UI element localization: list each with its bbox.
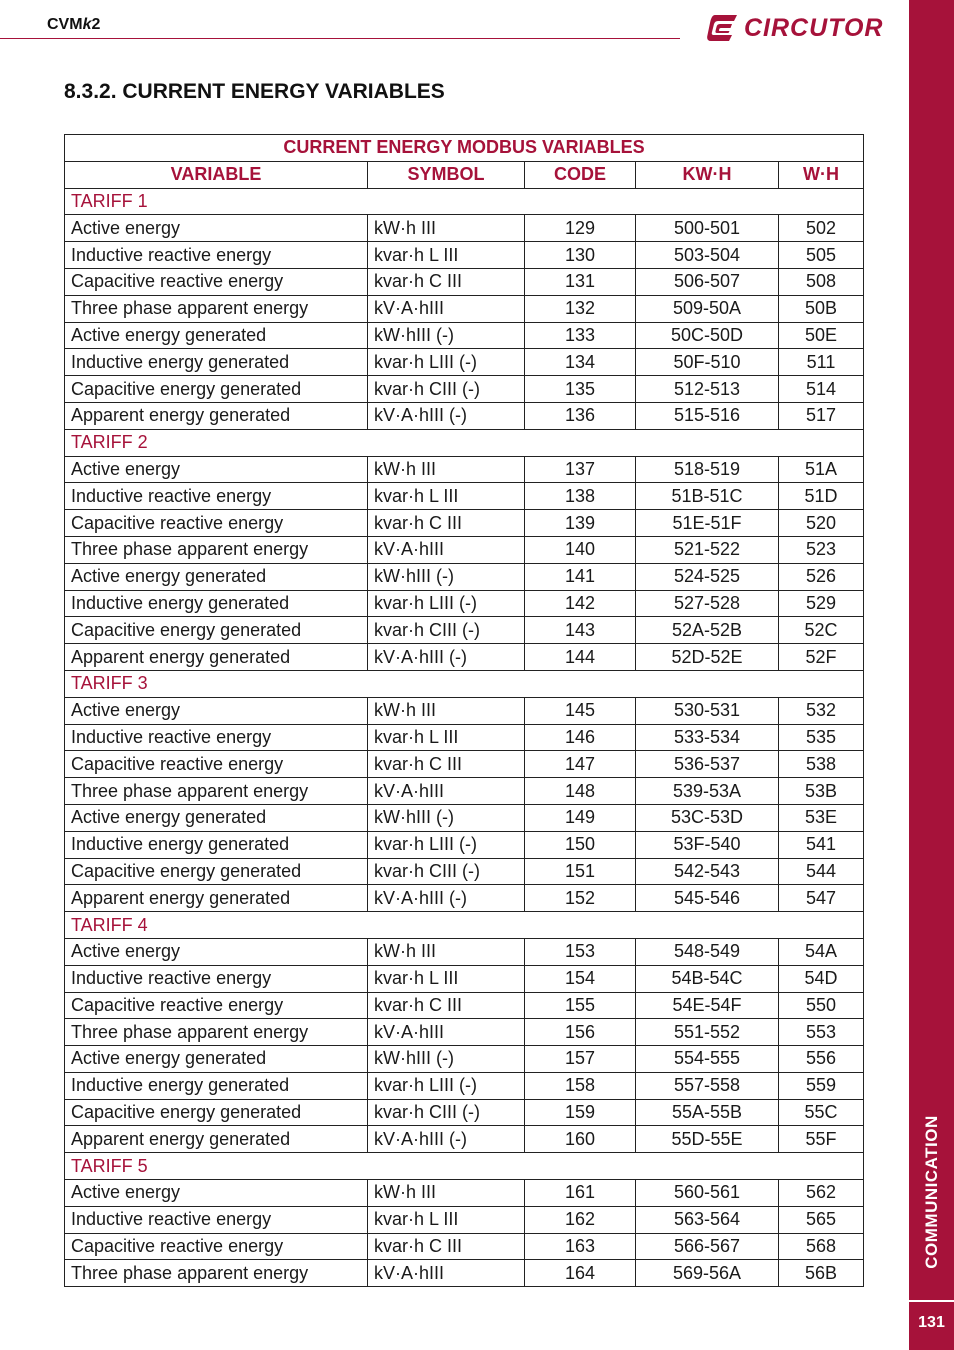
cell-kwh: 563-564	[636, 1206, 779, 1233]
table-row	[65, 295, 864, 322]
cell-wh: 562	[779, 1180, 864, 1207]
table-row	[65, 1099, 864, 1126]
cell-wh: 535	[779, 724, 864, 751]
cell-kwh: 52D-52E	[636, 644, 779, 671]
document-model-name	[47, 16, 100, 34]
cell-code: 134	[525, 349, 636, 376]
cell-kwh: 545-546	[636, 885, 779, 912]
tariff-header-row	[65, 429, 864, 456]
table-body	[65, 188, 864, 1287]
cell-variable: Inductive reactive energy	[65, 724, 368, 751]
cell-symbol: kW·hIII (-)	[368, 1046, 525, 1073]
table-row	[65, 992, 864, 1019]
cell-code: 163	[525, 1233, 636, 1260]
cell-code: 141	[525, 563, 636, 590]
cell-code: 164	[525, 1260, 636, 1287]
table-row	[65, 724, 864, 751]
cell-wh: 502	[779, 215, 864, 242]
table-row	[65, 644, 864, 671]
cell-wh: 54A	[779, 938, 864, 965]
tariff-header-row	[65, 912, 864, 939]
cell-wh: 526	[779, 563, 864, 590]
cell-code: 157	[525, 1046, 636, 1073]
cell-kwh: 506-507	[636, 268, 779, 295]
cell-wh: 529	[779, 590, 864, 617]
cell-symbol: kvar·h L III	[368, 242, 525, 269]
cell-variable: Capacitive energy generated	[65, 858, 368, 885]
cell-kwh: 524-525	[636, 563, 779, 590]
cell-code: 150	[525, 831, 636, 858]
cell-kwh: 500-501	[636, 215, 779, 242]
cell-wh: 508	[779, 268, 864, 295]
table-row	[65, 938, 864, 965]
table-row	[65, 617, 864, 644]
cell-symbol: kvar·h L III	[368, 724, 525, 751]
tariff-label: TARIFF 3	[65, 670, 864, 697]
table-row	[65, 1072, 864, 1099]
cell-variable: Apparent energy generated	[65, 644, 368, 671]
tariff-label: TARIFF 1	[65, 188, 864, 215]
circutor-logo-icon	[707, 11, 741, 45]
table-row	[65, 1126, 864, 1153]
cell-code: 156	[525, 1019, 636, 1046]
cell-symbol: kvar·h CIII (-)	[368, 1099, 525, 1126]
cell-kwh: 50C-50D	[636, 322, 779, 349]
cell-variable: Active energy	[65, 1180, 368, 1207]
table-row	[65, 751, 864, 778]
tariff-header-row	[65, 188, 864, 215]
cell-wh: 568	[779, 1233, 864, 1260]
cell-symbol: kvar·h CIII (-)	[368, 617, 525, 644]
cell-symbol: kW·h III	[368, 697, 525, 724]
cell-wh: 505	[779, 242, 864, 269]
cell-wh: 52C	[779, 617, 864, 644]
cell-symbol: kW·h III	[368, 456, 525, 483]
table-row	[65, 1233, 864, 1260]
cell-code: 146	[525, 724, 636, 751]
column-header-kwh: KW·H	[636, 161, 779, 188]
cell-kwh: 530-531	[636, 697, 779, 724]
cell-code: 139	[525, 510, 636, 537]
cell-code: 151	[525, 858, 636, 885]
cell-variable: Active energy generated	[65, 1046, 368, 1073]
cell-kwh: 50F-510	[636, 349, 779, 376]
table-row	[65, 804, 864, 831]
cell-variable: Three phase apparent energy	[65, 295, 368, 322]
cell-kwh: 515-516	[636, 402, 779, 429]
cell-code: 149	[525, 804, 636, 831]
cell-wh: 53E	[779, 804, 864, 831]
cell-variable: Three phase apparent energy	[65, 536, 368, 563]
cell-variable: Capacitive reactive energy	[65, 992, 368, 1019]
cell-wh: 51D	[779, 483, 864, 510]
cell-symbol: kvar·h C III	[368, 268, 525, 295]
cell-kwh: 51E-51F	[636, 510, 779, 537]
cell-code: 147	[525, 751, 636, 778]
cell-symbol: kvar·h L III	[368, 483, 525, 510]
cell-wh: 53B	[779, 778, 864, 805]
cell-code: 132	[525, 295, 636, 322]
cell-symbol: kvar·h LIII (-)	[368, 590, 525, 617]
cell-symbol: kW·hIII (-)	[368, 322, 525, 349]
cell-kwh: 527-528	[636, 590, 779, 617]
column-header-code: CODE	[525, 161, 636, 188]
cell-variable: Inductive reactive energy	[65, 483, 368, 510]
cell-variable: Capacitive reactive energy	[65, 751, 368, 778]
cell-symbol: kV·A·hIII	[368, 1260, 525, 1287]
cell-kwh: 51B-51C	[636, 483, 779, 510]
cell-wh: 532	[779, 697, 864, 724]
page-number: 131	[909, 1300, 954, 1332]
table-row	[65, 1019, 864, 1046]
cell-code: 137	[525, 456, 636, 483]
cell-symbol: kV·A·hIII	[368, 536, 525, 563]
cell-code: 133	[525, 322, 636, 349]
cell-wh: 517	[779, 402, 864, 429]
cell-kwh: 533-534	[636, 724, 779, 751]
cell-symbol: kvar·h CIII (-)	[368, 858, 525, 885]
cell-wh: 553	[779, 1019, 864, 1046]
cell-wh: 52F	[779, 644, 864, 671]
cell-kwh: 548-549	[636, 938, 779, 965]
table-row	[65, 1206, 864, 1233]
cell-variable: Inductive energy generated	[65, 590, 368, 617]
cell-kwh: 551-552	[636, 1019, 779, 1046]
cell-symbol: kV·A·hIII	[368, 1019, 525, 1046]
cell-wh: 565	[779, 1206, 864, 1233]
cell-wh: 544	[779, 858, 864, 885]
column-header-symbol: SYMBOL	[368, 161, 525, 188]
cell-kwh: 554-555	[636, 1046, 779, 1073]
chapter-label: COMMUNICATION	[921, 1115, 941, 1269]
cell-code: 136	[525, 402, 636, 429]
cell-kwh: 509-50A	[636, 295, 779, 322]
cell-variable: Inductive reactive energy	[65, 242, 368, 269]
table-row	[65, 349, 864, 376]
cell-variable: Capacitive reactive energy	[65, 268, 368, 295]
cell-kwh: 52A-52B	[636, 617, 779, 644]
cell-kwh: 539-53A	[636, 778, 779, 805]
cell-variable: Three phase apparent energy	[65, 778, 368, 805]
cell-variable: Inductive energy generated	[65, 349, 368, 376]
cell-wh: 56B	[779, 1260, 864, 1287]
brand-logo	[707, 10, 887, 46]
cell-symbol: kW·h III	[368, 215, 525, 242]
cell-wh: 55F	[779, 1126, 864, 1153]
table-header-row	[65, 161, 864, 188]
cell-kwh: 557-558	[636, 1072, 779, 1099]
table-row	[65, 215, 864, 242]
tariff-header-row	[65, 1153, 864, 1180]
cell-code: 155	[525, 992, 636, 1019]
cell-wh: 556	[779, 1046, 864, 1073]
cell-variable: Active energy generated	[65, 322, 368, 349]
cell-variable: Apparent energy generated	[65, 885, 368, 912]
table-row	[65, 1180, 864, 1207]
cell-kwh: 55D-55E	[636, 1126, 779, 1153]
cell-kwh: 53C-53D	[636, 804, 779, 831]
cell-kwh: 512-513	[636, 376, 779, 403]
cell-variable: Capacitive energy generated	[65, 617, 368, 644]
cell-wh: 51A	[779, 456, 864, 483]
cell-variable: Three phase apparent energy	[65, 1260, 368, 1287]
cell-kwh: 521-522	[636, 536, 779, 563]
cell-kwh: 536-537	[636, 751, 779, 778]
cell-wh: 541	[779, 831, 864, 858]
cell-code: 162	[525, 1206, 636, 1233]
cell-variable: Apparent energy generated	[65, 402, 368, 429]
cell-wh: 511	[779, 349, 864, 376]
cell-kwh: 518-519	[636, 456, 779, 483]
cell-symbol: kW·hIII (-)	[368, 804, 525, 831]
table-row	[65, 1260, 864, 1287]
table-title-row	[65, 135, 864, 162]
cell-kwh: 55A-55B	[636, 1099, 779, 1126]
cell-variable: Active energy	[65, 215, 368, 242]
cell-symbol: kV·A·hIII (-)	[368, 1126, 525, 1153]
cell-symbol: kvar·h C III	[368, 751, 525, 778]
cell-wh: 55C	[779, 1099, 864, 1126]
cell-code: 153	[525, 938, 636, 965]
cell-symbol: kvar·h C III	[368, 510, 525, 537]
table-row	[65, 268, 864, 295]
cell-code: 131	[525, 268, 636, 295]
cell-variable: Capacitive energy generated	[65, 376, 368, 403]
tariff-label: TARIFF 5	[65, 1153, 864, 1180]
cell-symbol: kW·h III	[368, 938, 525, 965]
model-suffix: 2	[91, 16, 101, 33]
cell-variable: Apparent energy generated	[65, 1126, 368, 1153]
table-row	[65, 242, 864, 269]
cell-kwh: 503-504	[636, 242, 779, 269]
table-row	[65, 456, 864, 483]
table-row	[65, 536, 864, 563]
cell-symbol: kV·A·hIII (-)	[368, 644, 525, 671]
tariff-header-row	[65, 670, 864, 697]
header-rule	[0, 38, 680, 39]
cell-wh: 559	[779, 1072, 864, 1099]
table-row	[65, 376, 864, 403]
table-row	[65, 885, 864, 912]
tariff-label: TARIFF 2	[65, 429, 864, 456]
table-row	[65, 402, 864, 429]
cell-code: 135	[525, 376, 636, 403]
table-row	[65, 697, 864, 724]
cell-variable: Active energy	[65, 456, 368, 483]
cell-variable: Inductive reactive energy	[65, 965, 368, 992]
cell-symbol: kV·A·hIII (-)	[368, 402, 525, 429]
cell-wh: 54D	[779, 965, 864, 992]
cell-kwh: 566-567	[636, 1233, 779, 1260]
cell-variable: Active energy generated	[65, 804, 368, 831]
table-row	[65, 1046, 864, 1073]
cell-symbol: kV·A·hIII	[368, 295, 525, 322]
cell-symbol: kV·A·hIII (-)	[368, 885, 525, 912]
cell-code: 143	[525, 617, 636, 644]
cell-variable: Capacitive energy generated	[65, 1099, 368, 1126]
cell-wh: 550	[779, 992, 864, 1019]
cell-variable: Inductive energy generated	[65, 1072, 368, 1099]
cell-code: 159	[525, 1099, 636, 1126]
cell-code: 130	[525, 242, 636, 269]
cell-code: 140	[525, 536, 636, 563]
cell-symbol: kvar·h LIII (-)	[368, 1072, 525, 1099]
column-header-wh: W·H	[779, 161, 864, 188]
cell-variable: Active energy generated	[65, 563, 368, 590]
cell-wh: 514	[779, 376, 864, 403]
table-row	[65, 831, 864, 858]
cell-code: 158	[525, 1072, 636, 1099]
table-row	[65, 483, 864, 510]
cell-code: 142	[525, 590, 636, 617]
cell-wh: 523	[779, 536, 864, 563]
cell-code: 145	[525, 697, 636, 724]
cell-wh: 50B	[779, 295, 864, 322]
table-row	[65, 510, 864, 537]
cell-symbol: kvar·h C III	[368, 1233, 525, 1260]
cell-variable: Capacitive reactive energy	[65, 1233, 368, 1260]
tariff-label: TARIFF 4	[65, 912, 864, 939]
cell-code: 129	[525, 215, 636, 242]
cell-symbol: kW·hIII (-)	[368, 563, 525, 590]
table-row	[65, 778, 864, 805]
cell-variable: Capacitive reactive energy	[65, 510, 368, 537]
cell-kwh: 560-561	[636, 1180, 779, 1207]
cell-symbol: kvar·h L III	[368, 1206, 525, 1233]
cell-kwh: 569-56A	[636, 1260, 779, 1287]
table-row	[65, 590, 864, 617]
column-header-variable: VARIABLE	[65, 161, 368, 188]
model-k: k	[82, 16, 92, 33]
modbus-variables-table	[64, 134, 864, 1287]
table-row	[65, 322, 864, 349]
cell-symbol: kV·A·hIII	[368, 778, 525, 805]
cell-variable: Inductive energy generated	[65, 831, 368, 858]
cell-code: 152	[525, 885, 636, 912]
cell-wh: 520	[779, 510, 864, 537]
cell-code: 160	[525, 1126, 636, 1153]
cell-symbol: kvar·h L III	[368, 965, 525, 992]
cell-variable: Inductive reactive energy	[65, 1206, 368, 1233]
cell-wh: 538	[779, 751, 864, 778]
section-title: 8.3.2. CURRENT ENERGY VARIABLES	[64, 80, 445, 103]
cell-kwh: 54E-54F	[636, 992, 779, 1019]
cell-symbol: kvar·h LIII (-)	[368, 349, 525, 376]
cell-symbol: kW·h III	[368, 1180, 525, 1207]
cell-wh: 50E	[779, 322, 864, 349]
table-title: CURRENT ENERGY MODBUS VARIABLES	[65, 135, 864, 162]
cell-variable: Three phase apparent energy	[65, 1019, 368, 1046]
table-row	[65, 858, 864, 885]
model-prefix: CVM	[47, 16, 83, 33]
cell-variable: Active energy	[65, 697, 368, 724]
cell-kwh: 53F-540	[636, 831, 779, 858]
brand-name: CIRCUTOR	[744, 13, 884, 42]
cell-code: 144	[525, 644, 636, 671]
cell-symbol: kvar·h CIII (-)	[368, 376, 525, 403]
chapter-sidebar	[909, 0, 954, 1350]
cell-code: 138	[525, 483, 636, 510]
cell-code: 148	[525, 778, 636, 805]
cell-symbol: kvar·h LIII (-)	[368, 831, 525, 858]
cell-kwh: 54B-54C	[636, 965, 779, 992]
table-row	[65, 965, 864, 992]
cell-code: 154	[525, 965, 636, 992]
cell-variable: Active energy	[65, 938, 368, 965]
cell-wh: 547	[779, 885, 864, 912]
table-row	[65, 563, 864, 590]
cell-symbol: kvar·h C III	[368, 992, 525, 1019]
cell-code: 161	[525, 1180, 636, 1207]
cell-kwh: 542-543	[636, 858, 779, 885]
